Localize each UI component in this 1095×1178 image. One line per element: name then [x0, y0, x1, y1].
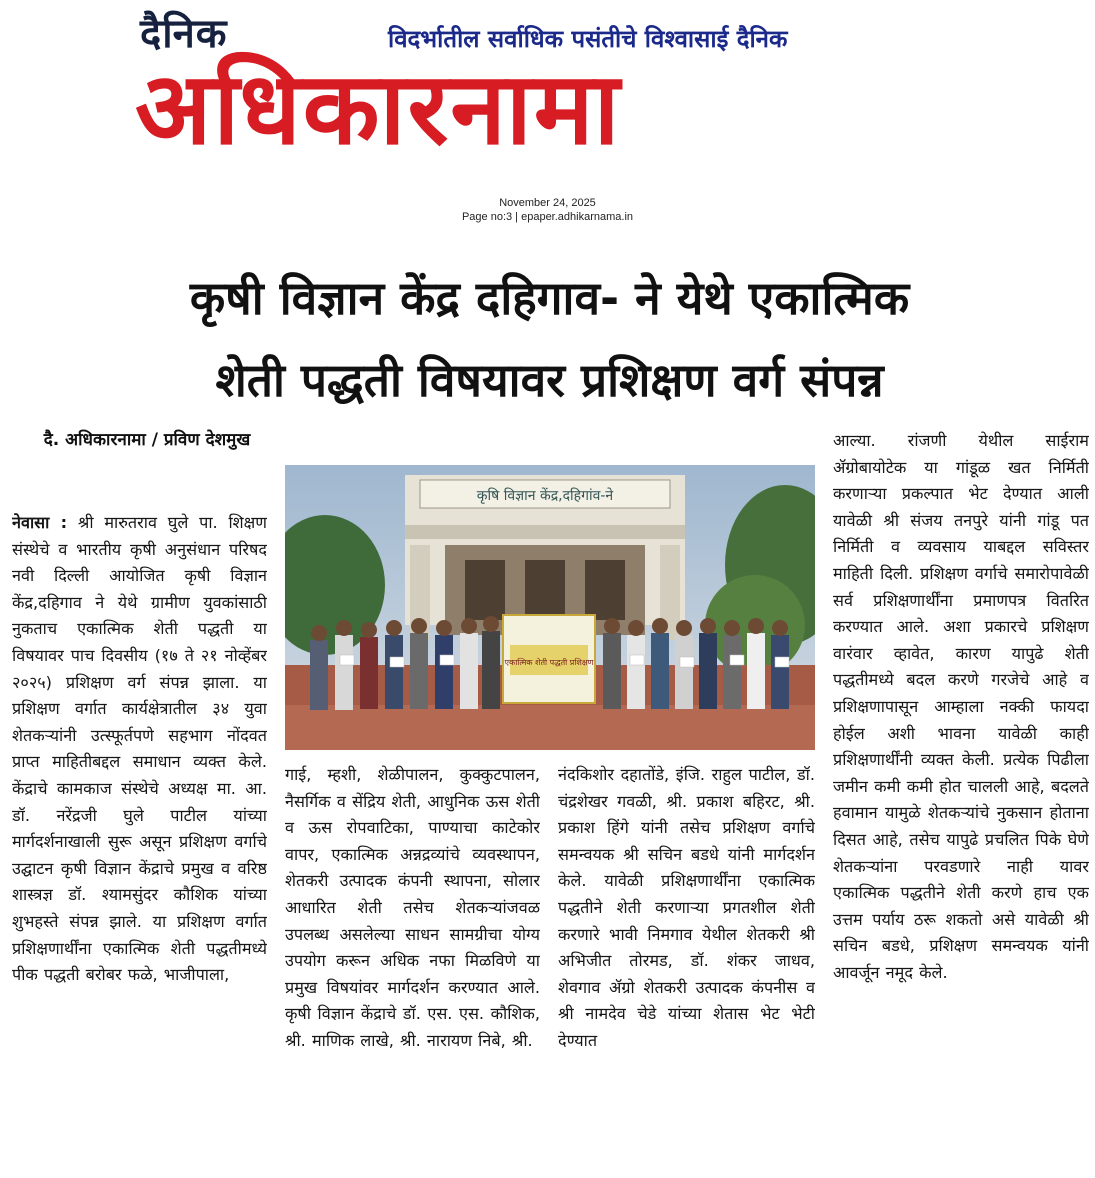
edition-date: November 24, 2025 [499, 197, 596, 209]
byline: दै. अधिकारनामा / प्रविण देशमुख [43, 430, 251, 450]
newspaper-title: अधिकारनामा [135, 50, 622, 167]
article-column-1-text: श्री मारुतराव घुले पा. शिक्षण संस्थेचे व भारतीय कृषी अनुसंधान परिषद नवी दिल्ली आयोजित कृषी विज्ञान केंद्र,दहिगाव ने येथे ग्रामीण युवकांसाठी नुकताच एकात्मिक शेती पद्धती या विषयावर पाच दिवसीय (१७ ते २१ नोव्हेंबर २०२५) प्रशिक्षण वर्ग संपन्न झाला. या प्रशिक्षण वर्गात कार्यक्षेत्रातील ३४ युवा शेतकऱ्यांनी उत्स्फूर्तपणे सहभाग नोंदवत प्राप्त माहितीबद्दल समाधान व्यक्त केले. केंद्राचे कामकाज संस्थेचे अध्यक्ष मा. आ. डॉ. नरेंद्रजी घुले पाटील यांच्या मार्गदर्शनाखाली सुरू असून प्रशिक्षण वर्गाचे उद्घाटन कृषी विज्ञान केंद्राचे प्रमुख व वरिष्ठ शास्त्रज्ञ डॉ. श्यामसुंदर कौशिक यांच्या शुभहस्ते संपन्न झाले. या प्रशिक्षण वर्गात प्रशिक्षणार्थींना एकात्मिक शेती पद्धतीमध्ये पीक पद्धती बरोबर फळे, भाजीपाला, [12, 513, 267, 985]
banner-text: एकात्मिक शेती पद्धती प्रशिक्षण [504, 658, 594, 667]
edition-page-info: Page no:3 | epaper.adhikarnama.in [461, 211, 634, 223]
article-column-2: गाई, म्हशी, शेळीपालन, कुक्कुटपालन, नैसर्गिक व सेंद्रिय शेती, आधुनिक ऊस शेती व ऊस रोपवाटिका, पाण्याचा काटेकोर वापर, एकात्मिक अन्नद्रव्यांचे व्यवस्थापन, शेतकरी उत्पादक कंपनी स्थापना, सोलार आधारित शेती तसेच शेतकऱ्यांजवळ उपलब्ध असलेल्या साधन सामग्रीचा योग्य उपयोग करून अधिक नफा मिळविणे या प्रमुख विषयांवर मार्गदर्शन करण्यात आले. कृषी विज्ञान केंद्राचे डॉ. एस. एस. कौशिक, श्री. माणिक लाखे, श्री. नारायण निबे, श्री. [285, 765, 540, 1050]
event-photo-illustration [285, 465, 815, 750]
masthead [0, 0, 1095, 240]
headline-line-2: शेती पद्धती विषयावर प्रशिक्षण वर्ग संपन्न [215, 353, 884, 407]
dateline: नेवासा : [12, 513, 68, 532]
building-sign: कृषि विज्ञान केंद्र,दहिगांव-ने [476, 488, 614, 504]
masthead-tagline: विदर्भातील सर्वाधिक पसंतीचे विश्वासाई दैनिक [388, 25, 788, 53]
masthead-daily-label: दैनिक [140, 11, 228, 57]
headline-line-1: कृषी विज्ञान केंद्र दहिगाव- ने येथे एकात्मिक [189, 271, 910, 325]
article-column-4: आल्या. रांजणी येथील साईराम ॲग्रोबायोटेक या गांडूळ खत निर्मिती करणाऱ्या प्रकल्पात भेट देण्यात आली यावेळी श्री संजय तनपुरे यांनी गांडू पत निर्मिती व व्यवसाय याबद्दल सविस्तर माहिती दिली. प्रशिक्षण वर्गाचे समारोपावेळी सर्व प्रशिक्षणार्थींना प्रमाणपत्र वितरित करण्यात आले. अशा प्रकारचे प्रशिक्षण वारंवार व्हावेत, कारण यापुढे शेती पद्धतीमध्ये बदल करणे गरजेचे आहे व प्रशिक्षणापासून आम्हाला नक्की फायदा होईल अशी भावना यावेळी काही प्रशिक्षणार्थींनी व्यक्त केली. प्रत्येक पिढीला जमीन कमी कमी होत चालली आहे, बदलते हवामान यामुळे शेतकऱ्यांचे नुकसान होताना दिसत आहे, तसेच यापुढे प्रचलित पिके घेणे शेतकऱ्यांना परवडणारे नाही यावर एकात्मिक पद्धतीने शेती करणे हाच एक उत्तम पर्याय ठरू शकतो असे यावेळी श्री सचिन बडधे, प्रशिक्षण समन्वयक यांनी आवर्जून नमूद केले. [833, 431, 1089, 982]
article-column-1 [12, 510, 267, 1140]
event-photo [285, 465, 815, 750]
article-column-3: नंदकिशोर दहातोंडे, इंजि. राहुल पाटील, डॉ. चंद्रशेखर गवळी, श्री. प्रकाश बहिरट, श्री. प्रकाश हिंगे यांनी तसेच प्रशिक्षण वर्गाचे समन्वयक श्री सचिन बडधे यांनी मार्गदर्शन केले. यावेळी प्रशिक्षणार्थींना एकात्मिक पद्धतीने शेती करणाऱ्या प्रगतशील शेती करणारे भावी निमगाव येथील शेतकरी श्री अभिजीत तोरमड, डॉ. शंकर जाधव, शेवगाव ॲग्रो शेतकरी उत्पादक कंपनीस व श्री नामदेव चेडे यांच्या शेतास भेट भेटी देण्यात [558, 765, 815, 1050]
